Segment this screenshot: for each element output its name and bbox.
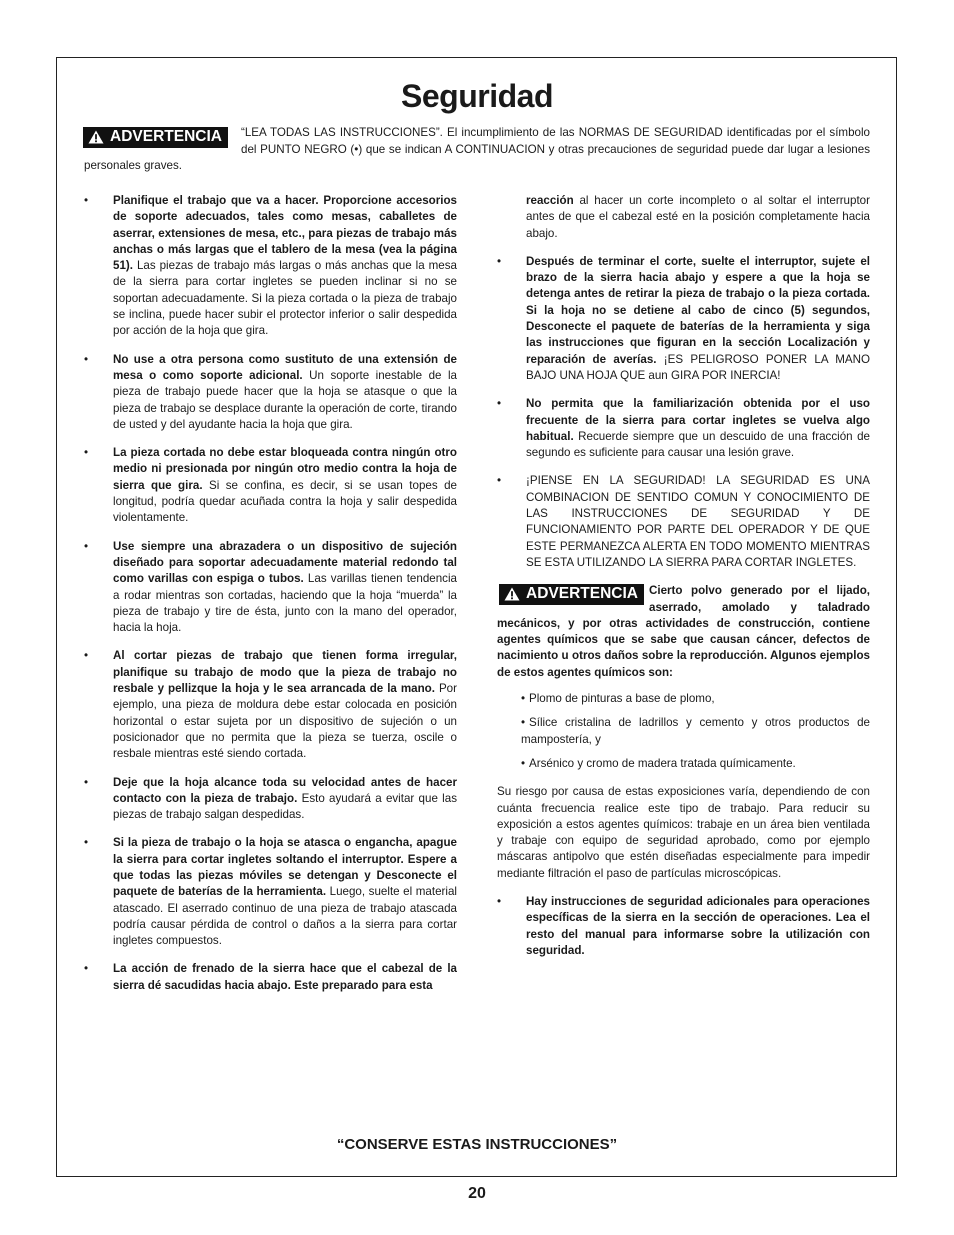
- right-column: [497, 193, 870, 971]
- advertencia-label: ADVERTENCIA: [526, 585, 638, 603]
- safety-bullet: • ¡PIENSE EN LA SEGURIDAD! LA SEGURIDAD ES UNA COMBINACION DE SENTIDO COMUN Y CONOCIMIENTO DE LAS INSTRUCCIONES DE SEGURIDAD Y DE FUNCIONAMIENTO POR PARTE DEL OPERADOR Y DE QUE ESTE PERMANEZCA ALERTA EN TODO MOMENTO MIENTRAS SE ESTA UTILIZANDO LA SIERRA PARA CORTAR INGLETES.: [497, 474, 870, 569]
- safety-bullet: • Al cortar piezas de trabajo que tienen forma irregular, planifique su trabajo de modo que la pieza de trabajo no resbale y pellizque la hoja y le sea arrancada de la mano. Por ejemplo, una pieza de moldura debe estar colocada en posición horizontal o estar sujeta por un dispositivo de sujeción o un posicionador que no permita que la pieza se tuerza, oscile o resbale mientras esté siendo cortada.: [84, 649, 457, 761]
- advertencia-label: ADVERTENCIA: [110, 128, 222, 145]
- safety-bullet: • No permita que la familiarización obtenida por el uso frecuente de la sierra para cortar ingletes se vuelva algo habitual. Recuerde siempre que un descuido de una fracción de segundo es suficiente para causar una lesión grave.: [497, 397, 870, 460]
- safety-bullet: • Hay instrucciones de seguridad adicionales para operaciones específicas de la sierra en la sección de operaciones. Lea el resto del manual para informarse sobre la utilización con seguridad.: [497, 894, 870, 957]
- safety-bullet: • Si la pieza de trabajo o la hoja se atasca o engancha, apague la sierra para cortar ingletes soltando el interruptor. Espere a que todas las piezas móviles se detengan y Desconecte el paquete de baterías de la herramienta. Luego, suelte el material atascado. El aserrado continuo de una pieza de trabajo atascada podría causar pérdida de control o daños a la sierra para cortar ingletes compuestos.: [84, 836, 458, 948]
- chemical-item: • Sílice cristalina de ladrillos y cemento y otros productos de mampostería, y: [521, 716, 870, 746]
- risk-paragraph: Su riesgo por causa de estas exposiciones varía, dependiendo de con cuánta frecuencia realice este tipo de trabajo. Para reducir su exposición a estos agentes químicos: trabaje en un área bien ventilada y trabaje con equipo de seguridad aprobado, como por ejemplo máscaras antipolvo que estén diseñadas especialmente para impedir mediante filtración el paso de partículas microscópicas.: [497, 785, 870, 880]
- safety-bullet: • No use a otra persona como sustituto de una extensión de mesa o como soporte adicional. Un soporte inestable de la pieza de trabajo puede hacer que la hoja se atasque o que la pieza de trabajo se desplace durante la operación de corte, tirando de usted y del ayudante hacia la hoja que gira.: [84, 352, 457, 431]
- advertencia-badge: [499, 584, 644, 605]
- safety-bullet: • La pieza cortada no debe estar bloqueada contra ningún otro medio ni presionada por ningún otro medio contra la hoja de sierra que gira. Si se confina, es decir, si se usan topes de longitud, podría quedar acuñada contra la hoja y salir despedida violentamente.: [84, 446, 457, 525]
- chemical-item: • Plomo de pinturas a base de plomo,: [521, 692, 715, 706]
- safety-bullet: • La acción de frenado de la sierra hace que el cabezal de la sierra dé sacudidas hacia abajo. Este preparado para esta: [84, 962, 457, 992]
- chemical-warning: Cierto polvo generado por el lijado, aserrado, amolado y taladrado mecánicos, y por otras actividades de construcción, contiene agentes químicos que se sabe que causan cáncer, defectos de nacimiento u otros daños sobre la reproducción. Algunos ejemplos de estos agentes químicos son: ADVERTENCIA: [497, 584, 870, 679]
- warning-triangle-icon: [504, 587, 520, 601]
- advertencia-badge: [83, 127, 228, 148]
- safety-bullet: • Planifique el trabajo que va a hacer. Proporcione accesorios de soporte adecuados, tales como mesas, caballetes de aserrar, extensiones de mesa, etc., para piezas de trabajo más anchas o más largas que el tablero de la mesa (vea la página 51). Las piezas de trabajo más largas o más anchas que la mesa de la sierra para cortar ingletes se pueden inclinar si no se soportan adecuadamente. Si la pieza cortada o la pieza de trabajo se inclina, puede hacer subir el protector inferior o salir despedida por acción de la hoja que gira.: [84, 194, 457, 338]
- left-column: [84, 193, 457, 1006]
- footer-note: “CONSERVE ESTAS INSTRUCCIONES”: [336, 1136, 618, 1153]
- safety-bullet: • Después de terminar el corte, suelte el interruptor, sujete el brazo de la sierra hacia abajo y espere a que la hoja se detenga antes de retirar la pieza de trabajo o la pieza cortada. Si la hoja no se detiene al cabo de cinco (5) segundos, Desconecte el paquete de baterías de la herramienta y siga las instrucciones que figuran en la sección Localización y reparación de averías. ¡ES PELIGROSO PONER LA MANO BAJO UNA HOJA QUE aun GIRA POR INERCIA!: [497, 254, 870, 382]
- bullet-continuation: reacción al hacer un corte incompleto o al soltar el interruptor antes de que el cabezal esté en la posición completamente hacia abajo.: [526, 194, 870, 240]
- safety-bullet: • Deje que la hoja alcance toda su velocidad antes de hacer contacto con la pieza de trabajo. Esto ayudará a evitar que las piezas de trabajo salgan despedidas.: [84, 775, 457, 822]
- warning-triangle-icon: [88, 130, 104, 144]
- chemical-item: • Arsénico y cromo de madera tratada químicamente.: [521, 756, 796, 770]
- intro-warning-text: “LEA TODAS LAS INSTRUCCIONES”. El incumplimiento de las NORMAS DE SEGURIDAD identificadas por el símbolo del PUNTO NEGRO (•) que se indican A CONTINUACION y otras precauciones de seguridad puede dar lugar a lesiones personales graves.: [84, 126, 870, 172]
- safety-bullet: • Use siempre una abrazadera o un dispositivo de sujeción diseñado para soportar adecuadamente material redondo tal como varillas con espiga o tubos. Las varillas tienen tendencia a rodar mientras son cortadas, haciendo que la hoja “muerda” la pieza de trabajo y tire de ésta, junto con la mano del operador, hacia la hoja.: [84, 539, 457, 635]
- page-title: Seguridad: [401, 78, 553, 114]
- page-number: 20: [468, 1185, 486, 1202]
